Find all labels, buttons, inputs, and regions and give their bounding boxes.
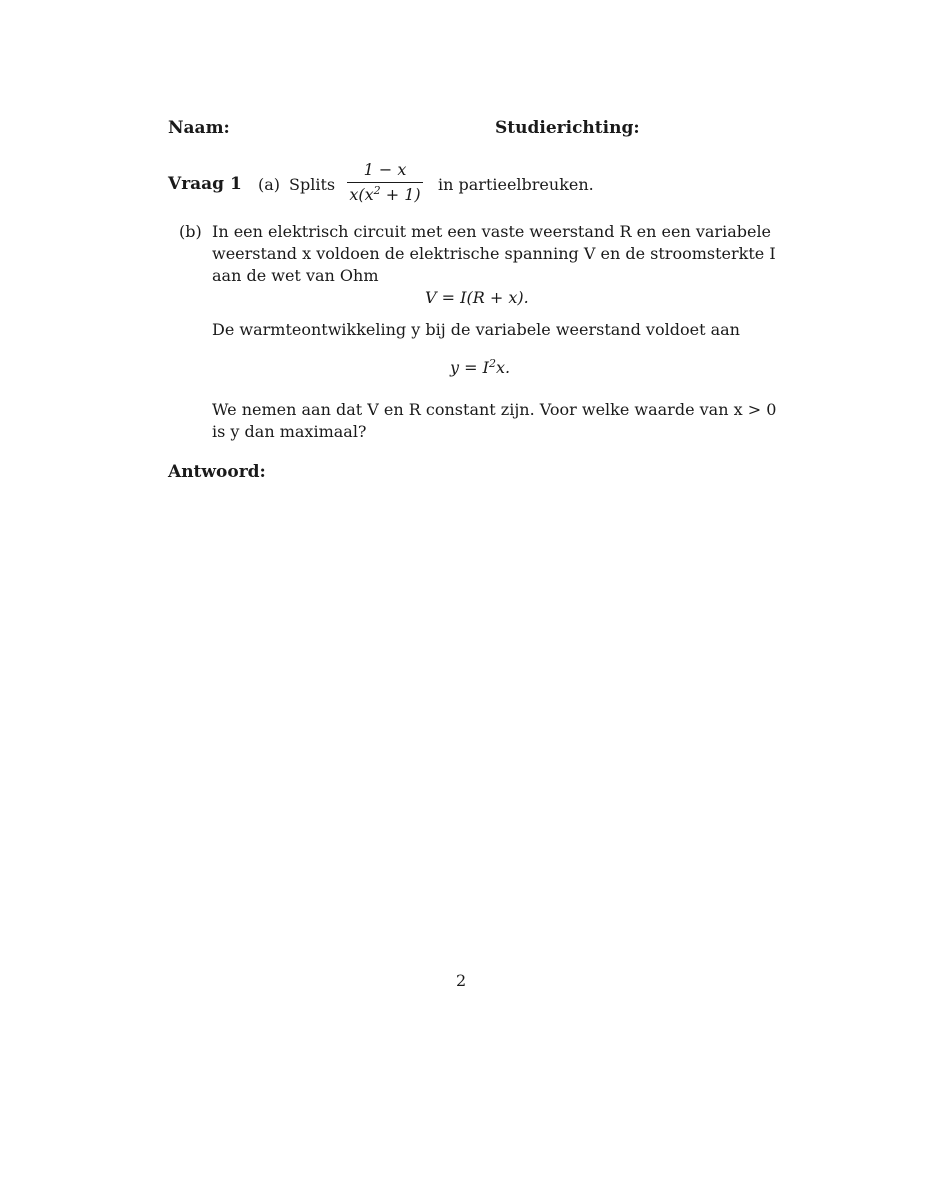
question-label: Vraag 1	[168, 174, 242, 194]
part-b-line-2: weerstand x voldoen de elektrische spanning V en de stroomsterkte I	[212, 244, 776, 263]
page-number: 2	[456, 971, 467, 990]
fraction-numerator: 1 − x	[363, 160, 407, 179]
part-b-line-5: We nemen aan dat V en R constant zijn. Voor welke waarde van x > 0	[212, 400, 777, 419]
part-b-line-6: is y dan maximaal?	[212, 422, 367, 441]
part-a-marker: (a)	[258, 175, 281, 194]
fraction-denominator: $x(x^2 + 1)$	[349, 184, 421, 204]
fraction-bar	[347, 182, 423, 183]
fraction	[345, 160, 425, 205]
part-b-line-1: In een elektrisch circuit met een vaste weerstand R en een variabele	[212, 222, 772, 241]
study-direction-label: Studierichting:	[495, 118, 640, 138]
name-label: Naam:	[168, 118, 230, 138]
part-b-line-3: aan de wet van Ohm	[212, 266, 379, 285]
part-b-marker: (b)	[179, 222, 202, 241]
part-a-tail: in partieelbreuken.	[438, 175, 594, 194]
heat-formula: $y = I^2x$.	[450, 357, 511, 377]
part-b-line-4: De warmteontwikkeling y bij de variabele weerstand voldoet aan	[212, 320, 740, 339]
answer-label: Antwoord:	[168, 462, 266, 482]
ohm-formula: V = I(R + x).	[425, 288, 529, 307]
part-a-verb: Splits	[289, 175, 336, 194]
